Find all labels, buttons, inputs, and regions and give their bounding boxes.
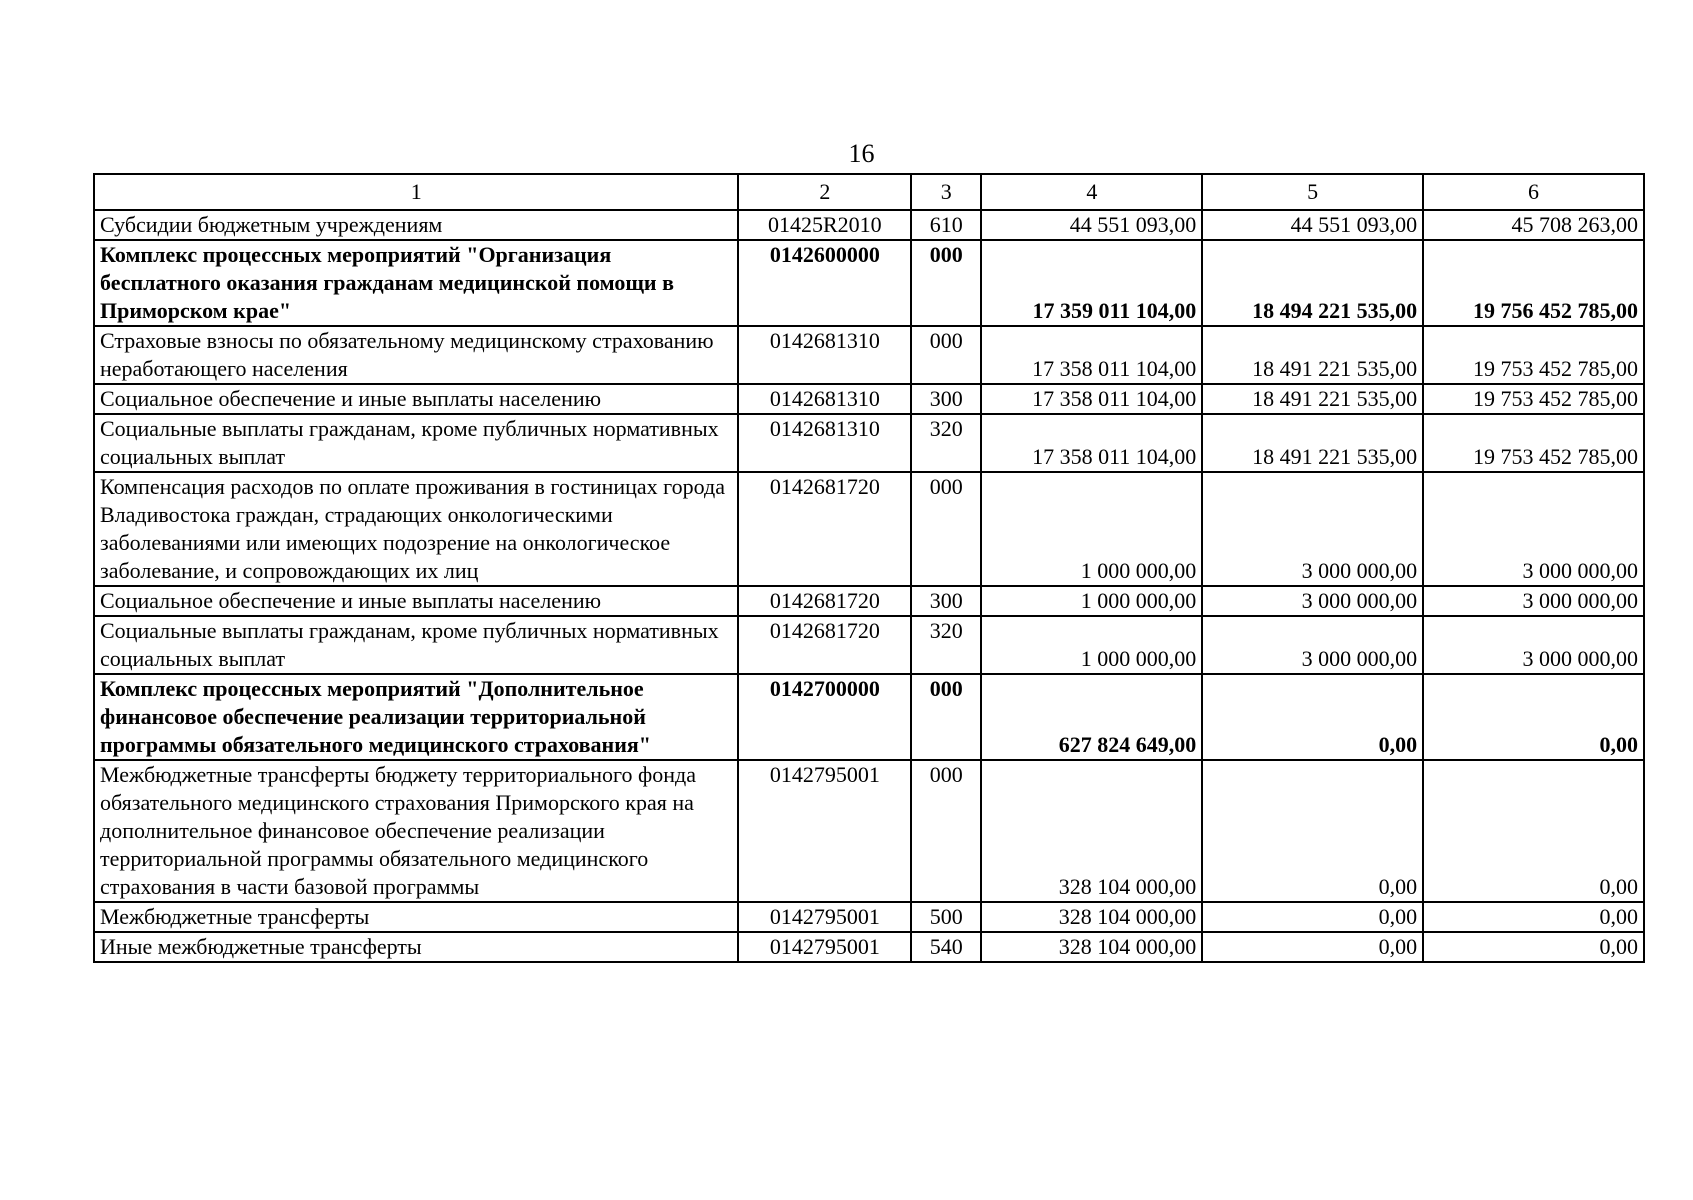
amount-column-4: 44 551 093,00: [981, 210, 1202, 240]
table-row: [94, 902, 1644, 932]
expense-name: Социальное обеспечение и иные выплаты населению: [94, 586, 738, 616]
table-row: [94, 674, 1644, 760]
table-row: [94, 932, 1644, 962]
expense-name: Субсидии бюджетным учреждениям: [94, 210, 738, 240]
table-row: [94, 326, 1644, 384]
expense-name: Социальные выплаты гражданам, кроме публичных нормативных социальных выплат: [94, 616, 738, 674]
column-number: 4: [981, 174, 1202, 210]
amount-column-5: 18 491 221 535,00: [1202, 414, 1423, 472]
amount-column-6: 0,00: [1423, 902, 1644, 932]
amount-column-5: 0,00: [1202, 932, 1423, 962]
target-article-code: 0142795001: [738, 902, 911, 932]
amount-column-6: 3 000 000,00: [1423, 586, 1644, 616]
amount-column-4: 17 358 011 104,00: [981, 384, 1202, 414]
column-number: 3: [911, 174, 981, 210]
amount-column-6: 19 756 452 785,00: [1423, 240, 1644, 326]
table-row: [94, 760, 1644, 902]
amount-column-6: 0,00: [1423, 674, 1644, 760]
expense-type-code: 000: [911, 674, 981, 760]
target-article-code: 0142681310: [738, 384, 911, 414]
expense-name: Иные межбюджетные трансферты: [94, 932, 738, 962]
expense-type-code: 610: [911, 210, 981, 240]
column-number-row: [94, 174, 1644, 210]
expense-type-code: 000: [911, 326, 981, 384]
amount-column-5: 0,00: [1202, 760, 1423, 902]
amount-column-6: 0,00: [1423, 760, 1644, 902]
expense-type-code: 320: [911, 414, 981, 472]
amount-column-5: 18 491 221 535,00: [1202, 326, 1423, 384]
target-article-code: 0142795001: [738, 932, 911, 962]
expense-type-code: 000: [911, 240, 981, 326]
target-article-code: 0142681720: [738, 472, 911, 586]
expense-type-code: 000: [911, 472, 981, 586]
expense-name: Межбюджетные трансферты: [94, 902, 738, 932]
amount-column-4: 1 000 000,00: [981, 472, 1202, 586]
column-number: 2: [738, 174, 911, 210]
amount-column-5: 0,00: [1202, 674, 1423, 760]
table-row: [94, 586, 1644, 616]
table-row: [94, 616, 1644, 674]
expense-name: Социальное обеспечение и иные выплаты населению: [94, 384, 738, 414]
table-row: [94, 472, 1644, 586]
column-number: 6: [1423, 174, 1644, 210]
table-row: [94, 414, 1644, 472]
target-article-code: 01425R2010: [738, 210, 911, 240]
amount-column-5: 3 000 000,00: [1202, 586, 1423, 616]
amount-column-4: 1 000 000,00: [981, 586, 1202, 616]
target-article-code: 0142600000: [738, 240, 911, 326]
amount-column-5: 18 491 221 535,00: [1202, 384, 1423, 414]
amount-column-6: 3 000 000,00: [1423, 472, 1644, 586]
target-article-code: 0142681310: [738, 414, 911, 472]
table-row: [94, 240, 1644, 326]
target-article-code: 0142681720: [738, 616, 911, 674]
target-article-code: 0142795001: [738, 760, 911, 902]
amount-column-5: 3 000 000,00: [1202, 616, 1423, 674]
amount-column-5: 18 494 221 535,00: [1202, 240, 1423, 326]
amount-column-4: 328 104 000,00: [981, 932, 1202, 962]
budget-table: [93, 173, 1645, 963]
amount-column-4: 17 358 011 104,00: [981, 414, 1202, 472]
amount-column-4: 328 104 000,00: [981, 902, 1202, 932]
expense-type-code: 320: [911, 616, 981, 674]
expense-name: Компенсация расходов по оплате проживания в гостиницах города Владивостока граждан, страдающих онкологическими заболеваниями или имеющих подозрение на онкологическое заболевание, и сопровождающих их лиц: [94, 472, 738, 586]
expense-name: Межбюджетные трансферты бюджету территориального фонда обязательного медицинского страхования Приморского края на дополнительное финансовое обеспечение реализации территориальной программы обязательного медицинского страхования в части базовой программы: [94, 760, 738, 902]
target-article-code: 0142681310: [738, 326, 911, 384]
target-article-code: 0142700000: [738, 674, 911, 760]
expense-name: Комплекс процессных мероприятий "Организация бесплатного оказания гражданам медицинской помощи в Приморском крае": [94, 240, 738, 326]
expense-type-code: 000: [911, 760, 981, 902]
expense-type-code: 540: [911, 932, 981, 962]
amount-column-6: 45 708 263,00: [1423, 210, 1644, 240]
amount-column-6: 3 000 000,00: [1423, 616, 1644, 674]
amount-column-5: 44 551 093,00: [1202, 210, 1423, 240]
amount-column-6: 0,00: [1423, 932, 1644, 962]
page-number: 16: [848, 139, 875, 168]
amount-column-4: 17 359 011 104,00: [981, 240, 1202, 326]
amount-column-6: 19 753 452 785,00: [1423, 326, 1644, 384]
amount-column-5: 3 000 000,00: [1202, 472, 1423, 586]
expense-name: Страховые взносы по обязательному медицинскому страхованию неработающего населения: [94, 326, 738, 384]
table-row: [94, 384, 1644, 414]
target-article-code: 0142681720: [738, 586, 911, 616]
column-number: 1: [94, 174, 738, 210]
amount-column-4: 627 824 649,00: [981, 674, 1202, 760]
amount-column-6: 19 753 452 785,00: [1423, 384, 1644, 414]
amount-column-4: 328 104 000,00: [981, 760, 1202, 902]
column-number: 5: [1202, 174, 1423, 210]
amount-column-6: 19 753 452 785,00: [1423, 414, 1644, 472]
expense-type-code: 300: [911, 384, 981, 414]
amount-column-5: 0,00: [1202, 902, 1423, 932]
amount-column-4: 1 000 000,00: [981, 616, 1202, 674]
expense-name: Комплекс процессных мероприятий "Дополнительное финансовое обеспечение реализации территориальной программы обязательного медицинского страхования": [94, 674, 738, 760]
table-row: [94, 210, 1644, 240]
expense-type-code: 500: [911, 902, 981, 932]
amount-column-4: 17 358 011 104,00: [981, 326, 1202, 384]
expense-name: Социальные выплаты гражданам, кроме публичных нормативных социальных выплат: [94, 414, 738, 472]
expense-type-code: 300: [911, 586, 981, 616]
